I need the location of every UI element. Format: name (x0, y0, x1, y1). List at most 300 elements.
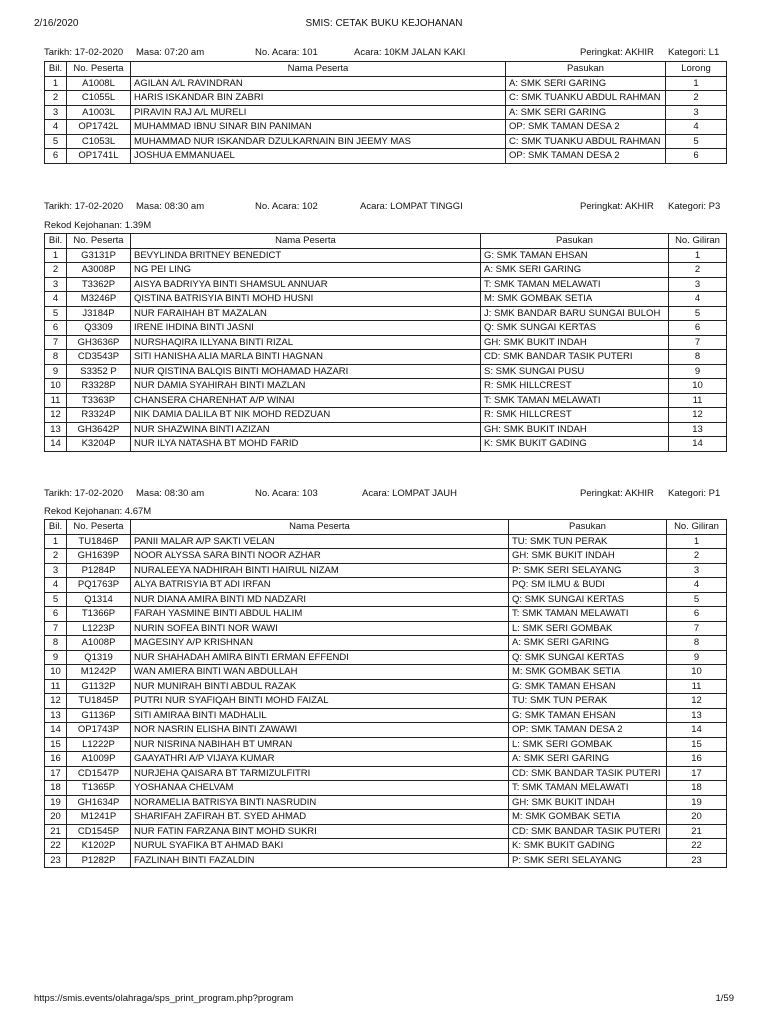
table-row (45, 393, 727, 408)
participant-id: L1223P (67, 621, 131, 636)
position-number: 16 (667, 752, 727, 767)
team: R: SMK HILLCREST (481, 379, 669, 394)
table-header-row (45, 520, 727, 535)
table-row (45, 563, 727, 578)
position-number: 23 (667, 853, 727, 868)
row-number: 9 (45, 650, 67, 665)
col-pasukan-header: Pasukan (506, 62, 666, 77)
position-number: 2 (669, 263, 727, 278)
position-number: 5 (667, 592, 727, 607)
event-table (44, 233, 727, 452)
row-number: 4 (45, 292, 67, 307)
row-number: 12 (45, 694, 67, 709)
row-number: 5 (45, 306, 67, 321)
position-number: 4 (666, 120, 727, 135)
event-header (44, 47, 726, 61)
row-number: 2 (45, 91, 67, 106)
col-bil-header: Bil. (45, 234, 67, 249)
table-row (45, 335, 727, 350)
print-date: 2/16/2020 (34, 18, 79, 29)
row-number: 5 (45, 592, 67, 607)
participant-name: AGILAN A/L RAVINDRAN (131, 76, 506, 91)
team: Q: SMK SUNGAI KERTAS (509, 592, 667, 607)
event-record: Rekod Kejohanan: 1.39M (44, 220, 152, 231)
table-row (45, 549, 727, 564)
position-number: 1 (669, 248, 727, 263)
team: G: SMK TAMAN EHSAN (509, 679, 667, 694)
position-number: 11 (669, 393, 727, 408)
event-102 (44, 201, 726, 452)
row-number: 2 (45, 263, 67, 278)
participant-name: SHARIFAH ZAFIRAH BT. SYED AHMAD (131, 810, 509, 825)
participant-name: NUR MUNIRAH BINTI ABDUL RAZAK (131, 679, 509, 694)
table-row (45, 120, 727, 135)
table-row (45, 437, 727, 452)
row-number: 13 (45, 708, 67, 723)
team: CD: SMK BANDAR TASIK PUTERI (509, 766, 667, 781)
position-number: 18 (667, 781, 727, 796)
participant-name: NOR NASRIN ELISHA BINTI ZAWAWI (131, 723, 509, 738)
row-number: 8 (45, 636, 67, 651)
participant-id: R3328P (67, 379, 131, 394)
col-no-peserta-header: No. Peserta (67, 520, 131, 535)
row-number: 11 (45, 393, 67, 408)
team: Q: SMK SUNGAI KERTAS (509, 650, 667, 665)
event-name: Acara: LOMPAT JAUH (362, 488, 458, 499)
participant-id: CD1547P (67, 766, 131, 781)
event-header (44, 488, 726, 502)
table-row (45, 248, 727, 263)
table-row (45, 839, 727, 854)
participant-name: JOSHUA EMMANUAEL (131, 149, 506, 164)
col-bil-header: Bil. (45, 520, 67, 535)
event-number: No. Acara: 101 (255, 47, 318, 58)
team: T: SMK TAMAN MELAWATI (481, 277, 669, 292)
position-number: 5 (669, 306, 727, 321)
position-number: 6 (666, 149, 727, 164)
position-number: 13 (669, 422, 727, 437)
table-row (45, 408, 727, 423)
row-number: 10 (45, 665, 67, 680)
participant-id: GH1634P (67, 795, 131, 810)
team: A: SMK SERI GARING (506, 76, 666, 91)
participant-id: OP1743P (67, 723, 131, 738)
participant-name: PUTRI NUR SYAFIQAH BINTI MOHD FAIZAL (131, 694, 509, 709)
team: GH: SMK BUKIT INDAH (481, 335, 669, 350)
row-number: 8 (45, 350, 67, 365)
team: A: SMK SERI GARING (509, 752, 667, 767)
participant-name: NUR ILYA NATASHA BT MOHD FARID (131, 437, 481, 452)
event-name: Acara: LOMPAT TINGGI (360, 201, 463, 212)
position-number: 3 (666, 105, 727, 120)
position-number: 6 (667, 607, 727, 622)
event-time: Masa: 08:30 am (136, 201, 205, 212)
participant-name: WAN AMIERA BINTI WAN ABDULLAH (131, 665, 509, 680)
table-row (45, 306, 727, 321)
participant-name: NURALEEYA NADHIRAH BINTI HAIRUL NIZAM (131, 563, 509, 578)
table-row (45, 636, 727, 651)
participant-id: T3363P (67, 393, 131, 408)
participant-id: M3246P (67, 292, 131, 307)
participant-id: A3008P (67, 263, 131, 278)
table-header-row (45, 234, 727, 249)
participant-id: L1222P (67, 737, 131, 752)
event-stage: Peringkat: AKHIR (580, 47, 654, 58)
team: CD: SMK BANDAR TASIK PUTERI (509, 824, 667, 839)
participant-id: T1365P (67, 781, 131, 796)
position-number: 1 (667, 534, 727, 549)
position-number: 2 (666, 91, 727, 106)
table-row (45, 350, 727, 365)
position-number: 9 (669, 364, 727, 379)
participant-name: NUR DIANA AMIRA BINTI MD NADZARI (131, 592, 509, 607)
participant-name: HARIS ISKANDAR BIN ZABRI (131, 91, 506, 106)
participant-id: J3184P (67, 306, 131, 321)
event-time: Masa: 08:30 am (136, 488, 205, 499)
participant-name: MUHAMMAD IBNU SINAR BIN PANIMAN (131, 120, 506, 135)
table-row (45, 795, 727, 810)
team: G: SMK TAMAN EHSAN (509, 708, 667, 723)
participant-name: NUR SHAZWINA BINTI AZIZAN (131, 422, 481, 437)
table-header-row (45, 62, 727, 77)
participant-id: P1284P (67, 563, 131, 578)
table-row (45, 149, 727, 164)
event-table (44, 61, 727, 164)
page-url: https://smis.events/olahraga/sps_print_program.php?program (34, 993, 294, 1004)
row-number: 9 (45, 364, 67, 379)
row-number: 6 (45, 321, 67, 336)
team: T: SMK TAMAN MELAWATI (481, 393, 669, 408)
team: C: SMK TUANKU ABDUL RAHMAN (506, 134, 666, 149)
participant-id: G3131P (67, 248, 131, 263)
participant-id: T3362P (67, 277, 131, 292)
position-number: 2 (667, 549, 727, 564)
position-number: 15 (667, 737, 727, 752)
row-number: 3 (45, 563, 67, 578)
participant-id: GH3636P (67, 335, 131, 350)
participant-name: NURSHAQIRA ILLYANA BINTI RIZAL (131, 335, 481, 350)
col-no-peserta-header: No. Peserta (67, 62, 131, 77)
table-row (45, 708, 727, 723)
position-number: 8 (669, 350, 727, 365)
col-nama-peserta-header: Nama Peserta (131, 62, 506, 77)
table-row (45, 781, 727, 796)
participant-id: Q1314 (67, 592, 131, 607)
participant-name: NUR FATIN FARZANA BINT MOHD SUKRI (131, 824, 509, 839)
position-number: 11 (667, 679, 727, 694)
participant-name: NIK DAMIA DALILA BT NIK MOHD REDZUAN (131, 408, 481, 423)
participant-name: FAZLINAH BINTI FAZALDIN (131, 853, 509, 868)
row-number: 18 (45, 781, 67, 796)
table-row (45, 650, 727, 665)
participant-name: ALYA BATRISYIA BT ADI IRFAN (131, 578, 509, 593)
row-number: 2 (45, 549, 67, 564)
participant-id: R3324P (67, 408, 131, 423)
team: L: SMK SERI GOMBAK (509, 621, 667, 636)
position-number: 4 (669, 292, 727, 307)
participant-name: NORAMELIA BATRISYA BINTI NASRUDIN (131, 795, 509, 810)
participant-id: P1282P (67, 853, 131, 868)
row-number: 6 (45, 149, 67, 164)
table-row (45, 364, 727, 379)
participant-id: C1055L (67, 91, 131, 106)
table-row (45, 292, 727, 307)
participant-name: NUR DAMIA SYAHIRAH BINTI MAZLAN (131, 379, 481, 394)
table-row (45, 379, 727, 394)
col-pasukan-header: Pasukan (481, 234, 669, 249)
row-number: 1 (45, 248, 67, 263)
participant-id: Q3309 (67, 321, 131, 336)
position-number: 14 (669, 437, 727, 452)
table-row (45, 578, 727, 593)
position-number: 9 (667, 650, 727, 665)
team: OP: SMK TAMAN DESA 2 (509, 723, 667, 738)
table-row (45, 665, 727, 680)
row-number: 19 (45, 795, 67, 810)
participant-name: NG PEI LING (131, 263, 481, 278)
team: OP: SMK TAMAN DESA 2 (506, 120, 666, 135)
participant-name: NOOR ALYSSA SARA BINTI NOOR AZHAR (131, 549, 509, 564)
event-header (44, 201, 726, 215)
participant-id: G1132P (67, 679, 131, 694)
table-row (45, 694, 727, 709)
row-number: 10 (45, 379, 67, 394)
position-number: 6 (669, 321, 727, 336)
participant-name: PANII MALAR A/P SAKTI VELAN (131, 534, 509, 549)
row-number: 21 (45, 824, 67, 839)
team: K: SMK BUKIT GADING (509, 839, 667, 854)
position-number: 10 (669, 379, 727, 394)
participant-id: T1366P (67, 607, 131, 622)
participant-name: SITI HANISHA ALIA MARLA BINTI HAGNAN (131, 350, 481, 365)
participant-name: NURJEHA QAISARA BT TARMIZULFITRI (131, 766, 509, 781)
col-nama-peserta-header: Nama Peserta (131, 234, 481, 249)
position-number: 14 (667, 723, 727, 738)
page-title: SMIS: CETAK BUKU KEJOHANAN (305, 18, 463, 29)
row-number: 14 (45, 723, 67, 738)
row-number: 1 (45, 76, 67, 91)
participant-id: S3352 P (67, 364, 131, 379)
team: G: SMK TAMAN EHSAN (481, 248, 669, 263)
participant-id: M1241P (67, 810, 131, 825)
table-row (45, 679, 727, 694)
col-position-header: No. Giliran (669, 234, 727, 249)
position-number: 12 (667, 694, 727, 709)
row-number: 5 (45, 134, 67, 149)
page-number: 1/59 (715, 993, 734, 1004)
table-row (45, 422, 727, 437)
position-number: 12 (669, 408, 727, 423)
team: L: SMK SERI GOMBAK (509, 737, 667, 752)
team: C: SMK TUANKU ABDUL RAHMAN (506, 91, 666, 106)
row-number: 4 (45, 578, 67, 593)
participant-id: A1008P (67, 636, 131, 651)
team: GH: SMK BUKIT INDAH (509, 549, 667, 564)
event-101 (44, 47, 726, 164)
participant-id: TU1846P (67, 534, 131, 549)
table-row (45, 621, 727, 636)
table-row (45, 810, 727, 825)
row-number: 13 (45, 422, 67, 437)
event-date: Tarikh: 17-02-2020 (44, 47, 124, 58)
team: S: SMK SUNGAI PUSU (481, 364, 669, 379)
event-category: Kategori: P3 (668, 201, 721, 212)
position-number: 3 (667, 563, 727, 578)
participant-id: M1242P (67, 665, 131, 680)
participant-name: GAAYATHRI A/P VIJAYA KUMAR (131, 752, 509, 767)
event-time: Masa: 07:20 am (136, 47, 205, 58)
col-bil-header: Bil. (45, 62, 67, 77)
event-stage: Peringkat: AKHIR (580, 488, 654, 499)
participant-name: SITI AMIRAA BINTI MADHALIL (131, 708, 509, 723)
position-number: 8 (667, 636, 727, 651)
position-number: 3 (669, 277, 727, 292)
team: CD: SMK BANDAR TASIK PUTERI (481, 350, 669, 365)
team: OP: SMK TAMAN DESA 2 (506, 149, 666, 164)
participant-id: PQ1763P (67, 578, 131, 593)
team: P: SMK SERI SELAYANG (509, 563, 667, 578)
participant-id: GH1639P (67, 549, 131, 564)
team: M: SMK GOMBAK SETIA (509, 810, 667, 825)
row-number: 1 (45, 534, 67, 549)
participant-id: C1053L (67, 134, 131, 149)
table-row (45, 321, 727, 336)
col-position-header: No. Giliran (667, 520, 727, 535)
row-number: 12 (45, 408, 67, 423)
row-number: 7 (45, 621, 67, 636)
participant-name: NUR NISRINA NABIHAH BT UMRAN (131, 737, 509, 752)
event-name: Acara: 10KM JALAN KAKI (354, 47, 466, 58)
team: K: SMK BUKIT GADING (481, 437, 669, 452)
table-row (45, 134, 727, 149)
participant-name: AISYA BADRIYYA BINTI SHAMSUL ANNUAR (131, 277, 481, 292)
row-number: 23 (45, 853, 67, 868)
row-number: 11 (45, 679, 67, 694)
position-number: 22 (667, 839, 727, 854)
table-row (45, 766, 727, 781)
event-103 (44, 488, 726, 868)
event-record: Rekod Kejohanan: 4.67M (44, 506, 152, 517)
participant-id: A1003L (67, 105, 131, 120)
table-row (45, 824, 727, 839)
participant-name: YOSHANAA CHELVAM (131, 781, 509, 796)
table-row (45, 592, 727, 607)
participant-id: K3204P (67, 437, 131, 452)
participant-name: NUR SHAHADAH AMIRA BINTI ERMAN EFFENDI (131, 650, 509, 665)
table-row (45, 91, 727, 106)
team: Q: SMK SUNGAI KERTAS (481, 321, 669, 336)
team: TU: SMK TUN PERAK (509, 534, 667, 549)
position-number: 21 (667, 824, 727, 839)
row-number: 14 (45, 437, 67, 452)
event-stage: Peringkat: AKHIR (580, 201, 654, 212)
position-number: 7 (669, 335, 727, 350)
table-row (45, 723, 727, 738)
row-number: 3 (45, 277, 67, 292)
participant-id: OP1741L (67, 149, 131, 164)
table-row (45, 853, 727, 868)
team: T: SMK TAMAN MELAWATI (509, 781, 667, 796)
table-row (45, 277, 727, 292)
row-number: 17 (45, 766, 67, 781)
participant-id: GH3642P (67, 422, 131, 437)
row-number: 6 (45, 607, 67, 622)
table-row (45, 76, 727, 91)
col-pasukan-header: Pasukan (509, 520, 667, 535)
team: TU: SMK TUN PERAK (509, 694, 667, 709)
participant-id: K1202P (67, 839, 131, 854)
participant-name: NUR QISTINA BALQIS BINTI MOHAMAD HAZARI (131, 364, 481, 379)
participant-name: CHANSERA CHARENHAT A/P WINAI (131, 393, 481, 408)
team: P: SMK SERI SELAYANG (509, 853, 667, 868)
table-row (45, 752, 727, 767)
participant-id: Q1319 (67, 650, 131, 665)
col-nama-peserta-header: Nama Peserta (131, 520, 509, 535)
position-number: 4 (667, 578, 727, 593)
participant-name: IRENE IHDINA BINTI JASNI (131, 321, 481, 336)
col-no-peserta-header: No. Peserta (67, 234, 131, 249)
participant-id: G1136P (67, 708, 131, 723)
event-category: Kategori: P1 (668, 488, 721, 499)
team: M: SMK GOMBAK SETIA (509, 665, 667, 680)
row-number: 4 (45, 120, 67, 135)
team: R: SMK HILLCREST (481, 408, 669, 423)
event-table (44, 519, 727, 868)
row-number: 7 (45, 335, 67, 350)
row-number: 16 (45, 752, 67, 767)
position-number: 13 (667, 708, 727, 723)
team: GH: SMK BUKIT INDAH (481, 422, 669, 437)
team: GH: SMK BUKIT INDAH (509, 795, 667, 810)
position-number: 17 (667, 766, 727, 781)
event-category: Kategori: L1 (668, 47, 720, 58)
participant-id: A1009P (67, 752, 131, 767)
participant-name: MAGESINY A/P KRISHNAN (131, 636, 509, 651)
col-position-header: Lorong (666, 62, 727, 77)
participant-name: NURIN SOFEA BINTI NOR WAWI (131, 621, 509, 636)
row-number: 3 (45, 105, 67, 120)
position-number: 5 (666, 134, 727, 149)
participant-name: NUR FARAIHAH BT MAZALAN (131, 306, 481, 321)
position-number: 19 (667, 795, 727, 810)
table-row (45, 263, 727, 278)
row-number: 20 (45, 810, 67, 825)
row-number: 15 (45, 737, 67, 752)
position-number: 7 (667, 621, 727, 636)
participant-name: QISTINA BATRISYIA BINTI MOHD HUSNI (131, 292, 481, 307)
participant-id: OP1742L (67, 120, 131, 135)
participant-name: MUHAMMAD NUR ISKANDAR DZULKARNAIN BIN JEEMY MAS (131, 134, 506, 149)
team: T: SMK TAMAN MELAWATI (509, 607, 667, 622)
team: M: SMK GOMBAK SETIA (481, 292, 669, 307)
participant-name: BEVYLINDA BRITNEY BENEDICT (131, 248, 481, 263)
team: PQ: SM ILMU & BUDI (509, 578, 667, 593)
participant-name: FARAH YASMINE BINTI ABDUL HALIM (131, 607, 509, 622)
table-row (45, 737, 727, 752)
event-number: No. Acara: 103 (255, 488, 318, 499)
event-number: No. Acara: 102 (255, 201, 318, 212)
participant-id: CD3543P (67, 350, 131, 365)
table-row (45, 607, 727, 622)
table-row (45, 534, 727, 549)
event-date: Tarikh: 17-02-2020 (44, 488, 124, 499)
team: A: SMK SERI GARING (481, 263, 669, 278)
position-number: 1 (666, 76, 727, 91)
participant-name: NURUL SYAFIKA BT AHMAD BAKI (131, 839, 509, 854)
table-row (45, 105, 727, 120)
team: A: SMK SERI GARING (506, 105, 666, 120)
position-number: 10 (667, 665, 727, 680)
